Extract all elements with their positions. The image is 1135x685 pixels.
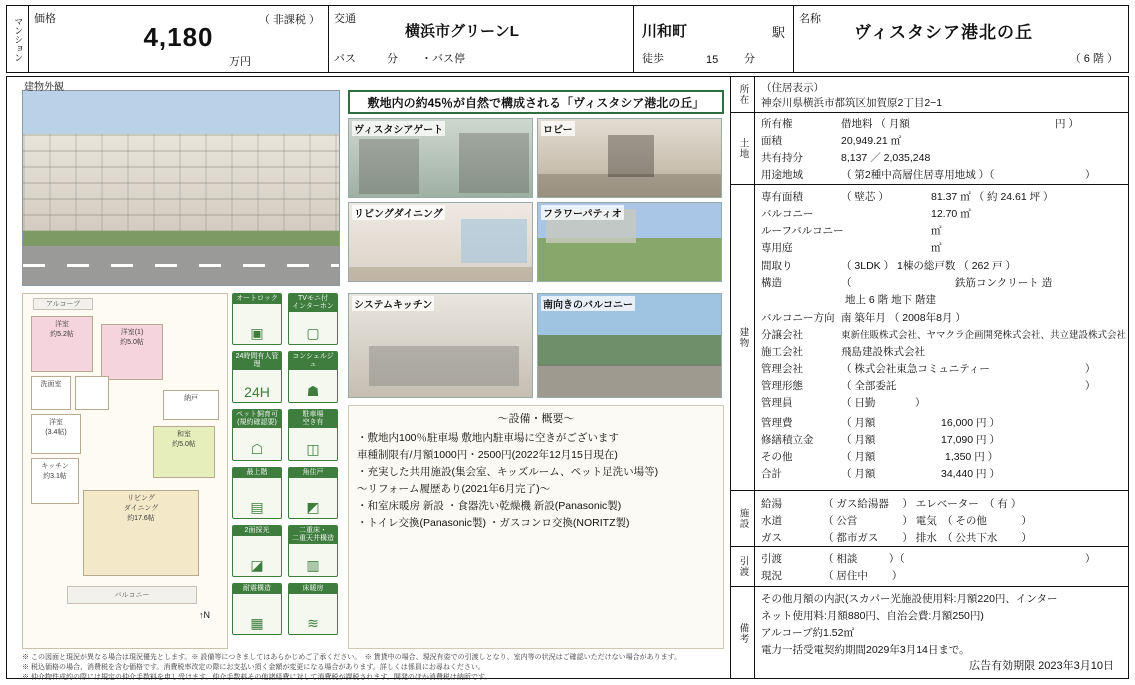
- bldg-value2: 16,000 円 ）: [941, 417, 1000, 429]
- facility-value: （ 公営 ） 電気 （ その他 ）: [823, 515, 1032, 527]
- station-cell: [634, 6, 794, 72]
- icon-double-floor: [288, 525, 338, 577]
- icon-caption: 角住戸: [289, 468, 337, 478]
- bldg-key: 修繕積立金: [761, 434, 814, 446]
- bldg-value: （ 月額: [841, 434, 876, 446]
- bldg-value: 東新住販株式会社、ヤマクラ企画開発株式会社、共立建設株式会社: [841, 330, 1127, 341]
- price-unit: 万円: [229, 56, 251, 68]
- land-value: 借地料 （ 月額: [841, 118, 910, 130]
- land-body: [755, 113, 1128, 184]
- facility-body: [755, 491, 1128, 546]
- access-cell: [329, 6, 634, 72]
- photo-balcony-caption: 南向きのバルコニー: [541, 296, 635, 311]
- remarks-line: ネット使用料:月額880円、自治会費:月額250円): [761, 610, 984, 622]
- photo-shape: [461, 219, 527, 263]
- bldg-value: （: [841, 277, 852, 289]
- photo-shape: [359, 139, 419, 194]
- bldg-key: バルコニー方向: [761, 312, 835, 324]
- building-window-lines: [23, 134, 339, 247]
- land-value2: ）: [1085, 169, 1096, 181]
- concierge-icon: ☗: [306, 383, 320, 399]
- room-youshitsu-2: 洋室 約5.2帖: [31, 316, 93, 372]
- spec-box: [348, 405, 724, 649]
- icon-caption: TVモニ付 インターホン: [289, 294, 337, 312]
- room-closet: 納戸: [163, 390, 219, 420]
- manned-24h-icon: 24H: [244, 384, 270, 400]
- icon-fireproof: [232, 583, 282, 635]
- remarks-row: [731, 587, 1128, 679]
- bldg-value: （ 月額: [841, 451, 876, 463]
- icon-caption: 床暖房: [289, 584, 337, 594]
- photo-shape: [459, 133, 529, 193]
- photo-balcony: [537, 293, 722, 398]
- delivery-value: （ 相談 ）（: [823, 553, 905, 565]
- top-floor-icon: ▤: [250, 499, 264, 515]
- bldg-key: 分譲会社: [761, 329, 803, 341]
- floor-text: 6 階: [1083, 53, 1104, 65]
- plan-area: [10, 293, 728, 682]
- right-pane: [731, 77, 1128, 678]
- facility-value: （ 都市ガス ） 排水 （ 公共下水 ）: [823, 532, 1032, 544]
- bldg-value2: 鉄筋コンクリート 造: [955, 277, 1053, 289]
- icon-caption: コンシェルジュ: [289, 352, 337, 370]
- room-nando: 洋室 (3.4帖): [31, 414, 81, 454]
- icon-floor-heating: [288, 583, 338, 635]
- icon-caption: 24時間有人管理: [233, 352, 281, 370]
- facility-value: （ ガス給湯器 ） エレベーター （ 有 ）: [823, 498, 1022, 510]
- promo-banner: 敷地内の約45％が自然で構成される「ヴィスタシア港北の丘」: [348, 90, 724, 114]
- bldg-key: バルコニー: [761, 208, 814, 220]
- delivery-value2: ）: [1085, 553, 1096, 565]
- photo-living-caption: リビングダイニング: [352, 205, 445, 220]
- bldg-key: 管理形態: [761, 380, 803, 392]
- land-key: 面積: [761, 135, 782, 147]
- bldg-value: （ 日勤: [841, 397, 876, 409]
- room-washroom: 洗面室: [31, 376, 71, 410]
- bldg-value2: ）: [1085, 363, 1096, 375]
- bldg-key: その他: [761, 451, 793, 463]
- parking-icon: ◫: [306, 441, 320, 457]
- land-value: 8,137 ／ 2,035,248: [841, 152, 931, 164]
- icon-caption: オートロック: [233, 294, 281, 304]
- header-bar: [6, 5, 1129, 73]
- remarks-line: その他月額の内訳(スカパー光施設使用料:月額220円、インター: [761, 593, 1058, 605]
- bldg-key: 専用庭: [761, 242, 793, 254]
- note-line: ※ 仲介物件成約の際には規定の仲介手数料を申し受けます。仲介手数料その他諸経費に対して消費税が課税されます。開発のほか消費税は納所です。: [22, 674, 492, 682]
- floorplan: [22, 293, 228, 649]
- floor-heating-icon: ≋: [307, 615, 319, 631]
- alcove: アルコーブ: [33, 298, 93, 310]
- double-floor-icon: ▥: [306, 557, 320, 573]
- location-body: [755, 77, 1128, 112]
- bldg-key: 管理会社: [761, 363, 803, 375]
- land-key: 所有権: [761, 118, 793, 130]
- address-note: （住居表示）: [761, 82, 824, 94]
- land-label: 土地: [731, 113, 755, 184]
- bldg-floors: 地上 6 階 地下 階建: [845, 294, 937, 306]
- delivery-label: 引渡: [731, 547, 755, 586]
- facility-row: [731, 491, 1128, 547]
- location-label: 所在: [731, 77, 755, 112]
- building-name-value: ヴィスタシア港北の丘: [854, 23, 1033, 42]
- location-row: [731, 77, 1128, 113]
- photo-kitchen-caption: システムキッチン: [352, 296, 434, 311]
- bldg-value2: ）: [1085, 380, 1096, 392]
- icon-corner-room: [288, 467, 338, 519]
- hedge: [23, 231, 339, 247]
- room-youshitsu-1: 洋室(1) 約5.0帖: [101, 324, 163, 380]
- land-value2: 円 ）: [1055, 118, 1079, 130]
- bldg-value2: ）: [915, 397, 926, 409]
- bldg-key: 構造: [761, 277, 782, 289]
- walk-label: 徒歩: [642, 53, 664, 65]
- icon-two-side-light: [232, 525, 282, 577]
- floor-paren-left: （: [1069, 53, 1081, 65]
- bldg-value: （ 月額: [841, 417, 876, 429]
- balcony: バルコニー: [67, 586, 197, 604]
- auto-lock-icon: ▣: [250, 325, 264, 341]
- room-washitsu: 和室 約5.0帖: [153, 426, 215, 478]
- photo-shape: [349, 267, 533, 282]
- land-key: 共有持分: [761, 152, 803, 164]
- bldg-key: 合計: [761, 468, 782, 480]
- exterior-photo-caption: 建物外観: [24, 82, 64, 93]
- facility-label: 施設: [731, 491, 755, 546]
- bldg-value: （ 壁芯 ）: [841, 191, 889, 203]
- feature-icons: [232, 293, 342, 649]
- bldg-value: 南 築年月 （ 2008年8月 ）: [841, 312, 966, 324]
- bldg-value2: 17,090 円 ）: [941, 434, 1000, 446]
- bldg-key: 専有面積: [761, 191, 803, 203]
- spec-line: ・充実した共用施設(集会室、キッズルーム、ペット足洗い場等): [357, 466, 659, 478]
- photo-kitchen: [348, 293, 533, 398]
- price-tax-note: （ 非課税 ）: [258, 14, 320, 26]
- icon-caption: 耐震構造: [233, 584, 281, 594]
- two-side-light-icon: ◪: [250, 557, 264, 573]
- room-kitchen: キッチン 約3.1帖: [31, 458, 79, 504]
- photo-area: [10, 80, 728, 290]
- spec-title: 〜設備・概要〜: [497, 413, 575, 425]
- delivery-value: （ 居住中 ）: [823, 570, 903, 582]
- main-frame: [6, 76, 1129, 682]
- ad-valid-date: 広告有効期限 2023年3月10日: [969, 660, 1114, 672]
- spec-line: ・和室床暖房 新設 ・食器洗い乾燥機 新設(Panasonic製): [357, 500, 622, 512]
- bldg-value: （ 3LDK ） 1棟の総戸数 （ 262 戸 ）: [841, 260, 1017, 272]
- delivery-key: 現況: [761, 570, 782, 582]
- access-bus-min: 分: [387, 53, 398, 65]
- walk-unit: 分: [744, 53, 755, 65]
- photo-grid-top: [348, 118, 724, 286]
- facility-key: 給湯: [761, 498, 782, 510]
- property-type-label: [7, 6, 29, 72]
- building-name-cell: [794, 6, 1128, 72]
- access-label: 交通: [334, 13, 356, 25]
- land-key: 用途地域: [761, 169, 803, 181]
- icon-caption: 二重床・ 二重天井構造: [289, 526, 337, 544]
- bldg-value2: 1,350 円 ）: [945, 451, 999, 463]
- left-pane: [7, 77, 731, 682]
- spec-list: [357, 430, 717, 532]
- bldg-key: ルーフバルコニー: [761, 225, 844, 237]
- icon-caption: 駐車場 空き有: [289, 410, 337, 428]
- access-bus-label: バス: [334, 53, 356, 65]
- bldg-value: 12.70 ㎡: [931, 208, 971, 220]
- icon-manned-24h: [232, 351, 282, 403]
- photo-gate: [348, 118, 533, 198]
- price-value: 4,180: [143, 22, 214, 52]
- room-living-dining: リビング ダイニング 約17.6帖: [83, 490, 199, 576]
- floor-paren-right: ）: [1107, 53, 1118, 65]
- bldg-value: ㎡: [931, 225, 942, 237]
- icon-caption: ペット飼育可 (規約確認要): [233, 410, 281, 428]
- north-arrow-icon: ↑N: [199, 610, 210, 620]
- building-name-label: 名称: [799, 13, 821, 25]
- delivery-row: [731, 547, 1128, 587]
- remarks-body: [755, 587, 1128, 679]
- land-row: [731, 113, 1128, 185]
- bldg-key: 施工会社: [761, 346, 803, 358]
- spec-line: 〜リフォーム履歴あり(2021年6月完了)〜: [357, 483, 551, 495]
- bldg-key: 管理費: [761, 417, 793, 429]
- icon-auto-lock: [232, 293, 282, 345]
- road: [23, 246, 339, 285]
- building-label: 建物: [731, 185, 755, 490]
- facility-key: 水道: [761, 515, 782, 527]
- remarks-line: 電力一括受電契約期間2029年3月14日まで。: [761, 644, 970, 656]
- pet-icon: ☖: [250, 441, 264, 457]
- room-bath: [75, 376, 109, 410]
- bldg-value: （ 全部委託: [841, 380, 897, 392]
- bldg-value: 飛島建設株式会社: [841, 346, 925, 358]
- bldg-value: （ 月額: [841, 468, 876, 480]
- photo-gate-caption: ヴィスタシアゲート: [352, 121, 445, 136]
- icon-caption: 最上階: [233, 468, 281, 478]
- icon-pet-ok: [232, 409, 282, 461]
- photo-living: [348, 202, 533, 282]
- bldg-value: （ 株式会社東急コミュニティー: [841, 363, 990, 375]
- exterior-photo: [22, 90, 340, 286]
- property-type-text: マンション: [13, 16, 24, 62]
- remarks-label: 備考: [731, 587, 755, 679]
- remarks-line: アルコーブ約1.52㎡: [761, 627, 854, 639]
- delivery-key: 引渡: [761, 553, 782, 565]
- access-line: 横浜市グリーンL: [405, 23, 519, 40]
- floor-value: [1070, 50, 1118, 66]
- station-name: 川和町: [642, 23, 688, 40]
- access-bus-stop: ・バス停: [421, 53, 465, 65]
- bldg-value2: 34,440 円 ）: [941, 468, 1000, 480]
- bldg-value2: 81.37 ㎡ （ 約 24.61 坪 ）: [931, 191, 1054, 203]
- land-value: （ 第2種中高層住居専用地域 ）（: [841, 169, 995, 181]
- spec-line: ・トイレ交換(Panasonic製) ・ガスコンロ交換(NORITZ製): [357, 517, 630, 529]
- fireproof-icon: ▦: [250, 615, 264, 631]
- icon-concierge: [288, 351, 338, 403]
- spec-line: 車種制限有/月額1000円・2500円(2022年12月15日現在): [357, 449, 618, 461]
- facility-key: ガス: [761, 532, 782, 544]
- corner-room-icon: ◩: [306, 499, 320, 515]
- photo-shape: [608, 135, 654, 177]
- photo-lobby-caption: ロビー: [541, 121, 575, 136]
- address-value: 神奈川県横浜市都筑区加賀原2丁目2−1: [761, 97, 943, 109]
- icon-tv-intercom: [288, 293, 338, 345]
- land-value: 20,949.21 ㎡: [841, 135, 902, 147]
- bldg-value: ㎡: [931, 242, 942, 254]
- photo-shape: [369, 346, 519, 386]
- icon-top-floor: [232, 467, 282, 519]
- photo-lobby: [537, 118, 722, 198]
- note-line: ※ この図面と現況が異なる場合は現況優先とします。※ 設備等につきましてはあらかじめご了承ください。 ※ 賃貸中の場合、現況有姿での引渡しとなり、室内等の状況はご確認いただけない場合があります。: [22, 654, 682, 661]
- photo-shape: [538, 174, 722, 198]
- delivery-body: [755, 547, 1128, 586]
- note-line: ※ 税込価格の場合、消費税を含む価格です。消費税率改定の際にお支払い頂く金額が変更になる場合があります。詳しくは係員にお尋ねください。: [22, 664, 485, 672]
- photo-patio: [537, 202, 722, 282]
- icon-parking: [288, 409, 338, 461]
- spec-line: ・敷地内100％駐車場 敷地内駐車場に空きがございます: [357, 432, 619, 444]
- photo-shape: [538, 364, 722, 398]
- disclaimer-notes: [22, 653, 724, 683]
- bldg-key: 間取り: [761, 260, 793, 272]
- photo-patio-caption: フラワーパティオ: [541, 205, 624, 220]
- price-label: 価格: [34, 13, 56, 25]
- icon-caption: 2面採光: [233, 526, 281, 536]
- tv-intercom-icon: ▢: [306, 325, 320, 341]
- walk-minutes: 15: [706, 54, 719, 66]
- price-cell: [29, 6, 329, 72]
- building-row: [731, 185, 1128, 491]
- photo-col: [348, 293, 724, 649]
- building-body: [755, 185, 1128, 490]
- station-suffix: 駅: [771, 25, 785, 40]
- bldg-key: 管理員: [761, 397, 793, 409]
